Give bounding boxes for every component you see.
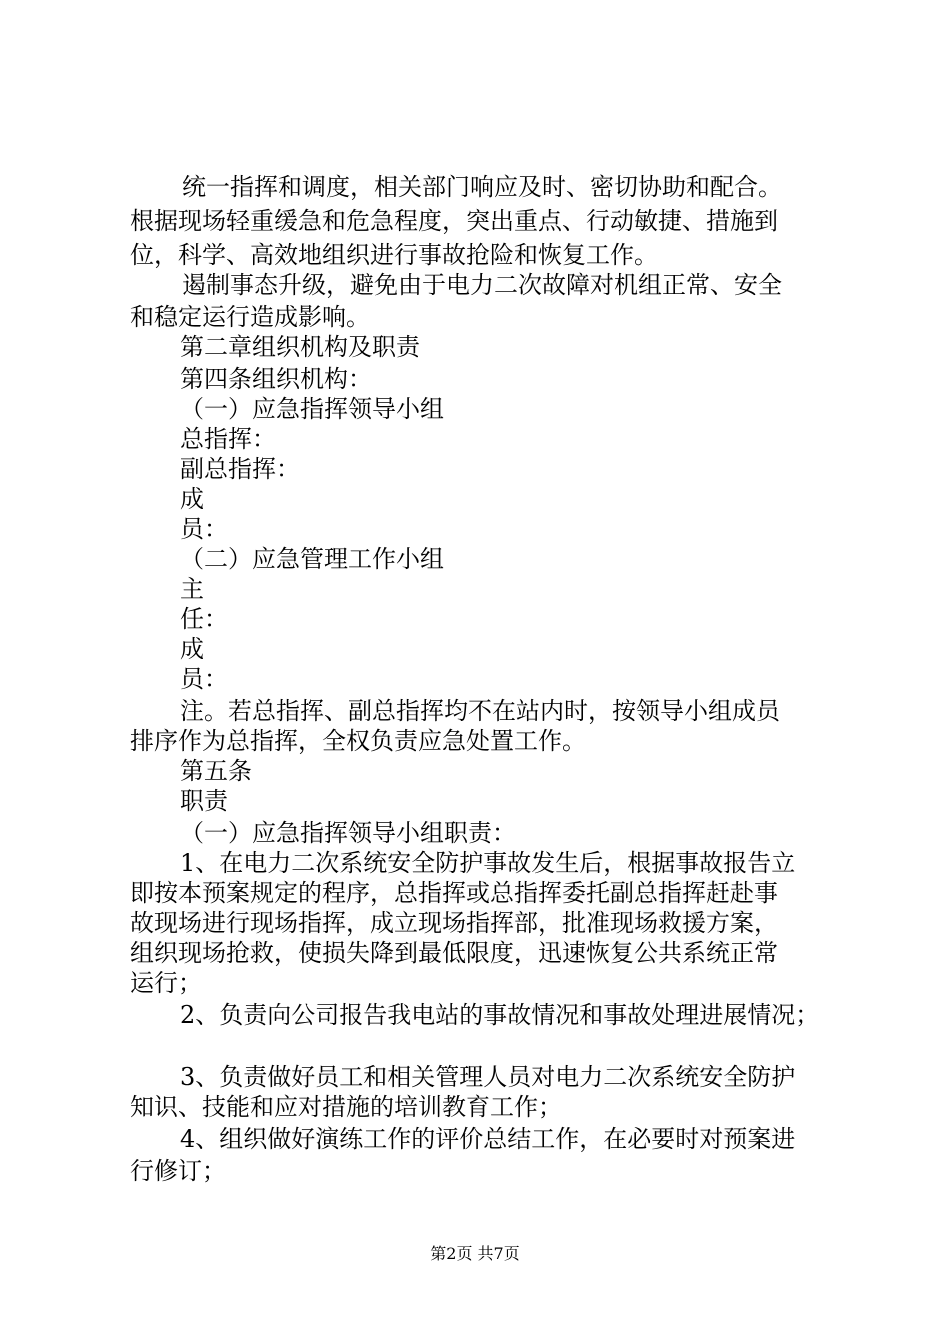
text-line: （一）应急指挥领导小组职责：	[180, 819, 516, 847]
text-line: 知识、技能和应对措施的培训教育工作；	[130, 1093, 562, 1121]
text-line: 员：	[180, 515, 228, 543]
page-number: 第2页 共7页	[430, 1244, 520, 1263]
article-heading: 第五条	[180, 757, 252, 785]
text-line: 遏制事态升级，避免由于电力二次故障对机组正常、安全	[182, 271, 782, 299]
text-line: （二）应急管理工作小组	[180, 545, 444, 573]
text-line: 组织现场抢救，使损失降到最低限度，迅速恢复公共系统正常	[130, 939, 778, 967]
text-line: 排序作为总指挥，全权负责应急处置工作。	[130, 727, 586, 755]
section-heading: 第二章组织机构及职责	[180, 333, 420, 361]
text-line: 主	[180, 575, 204, 603]
text-line: 行修订；	[130, 1157, 226, 1185]
text-line: 位，科学、高效地组织进行事故抢险和恢复工作。	[130, 241, 658, 269]
text-line: 职责	[180, 787, 228, 815]
text-line: 即按本预案规定的程序，总指挥或总指挥委托副总指挥赶赴事	[130, 879, 778, 907]
text-line: 故现场进行现场指挥，成立现场指挥部，批准现场救援方案，	[130, 909, 778, 937]
text-line: 员：	[180, 665, 228, 693]
text-line: 成	[180, 635, 204, 663]
article-heading: 第四条组织机构：	[180, 365, 372, 393]
text-line: 4、组织做好演练工作的评价总结工作，在必要时对预案进	[180, 1125, 796, 1153]
text-line: 成	[180, 485, 204, 513]
text-line: 1、在电力二次系统安全防护事故发生后，根据事故报告立	[180, 849, 796, 877]
text-line: 3、负责做好员工和相关管理人员对电力二次系统安全防护	[180, 1063, 796, 1091]
text-line: 和稳定运行造成影响。	[130, 303, 370, 331]
text-line: 总指挥：	[180, 425, 276, 453]
text-line: （一）应急指挥领导小组	[180, 395, 444, 423]
text-line: 2、负责向公司报告我电站的事故情况和事故处理进展情况；	[180, 1001, 820, 1029]
text-line: 注。若总指挥、副总指挥均不在站内时，按领导小组成员	[180, 697, 780, 725]
text-line: 运行；	[130, 969, 202, 997]
text-line: 统一指挥和调度，相关部门响应及时、密切协助和配合。	[182, 173, 782, 201]
text-line: 任：	[180, 605, 228, 633]
text-line: 副总指挥：	[180, 455, 300, 483]
text-line: 根据现场轻重缓急和危急程度，突出重点、行动敏捷、措施到	[130, 207, 778, 235]
